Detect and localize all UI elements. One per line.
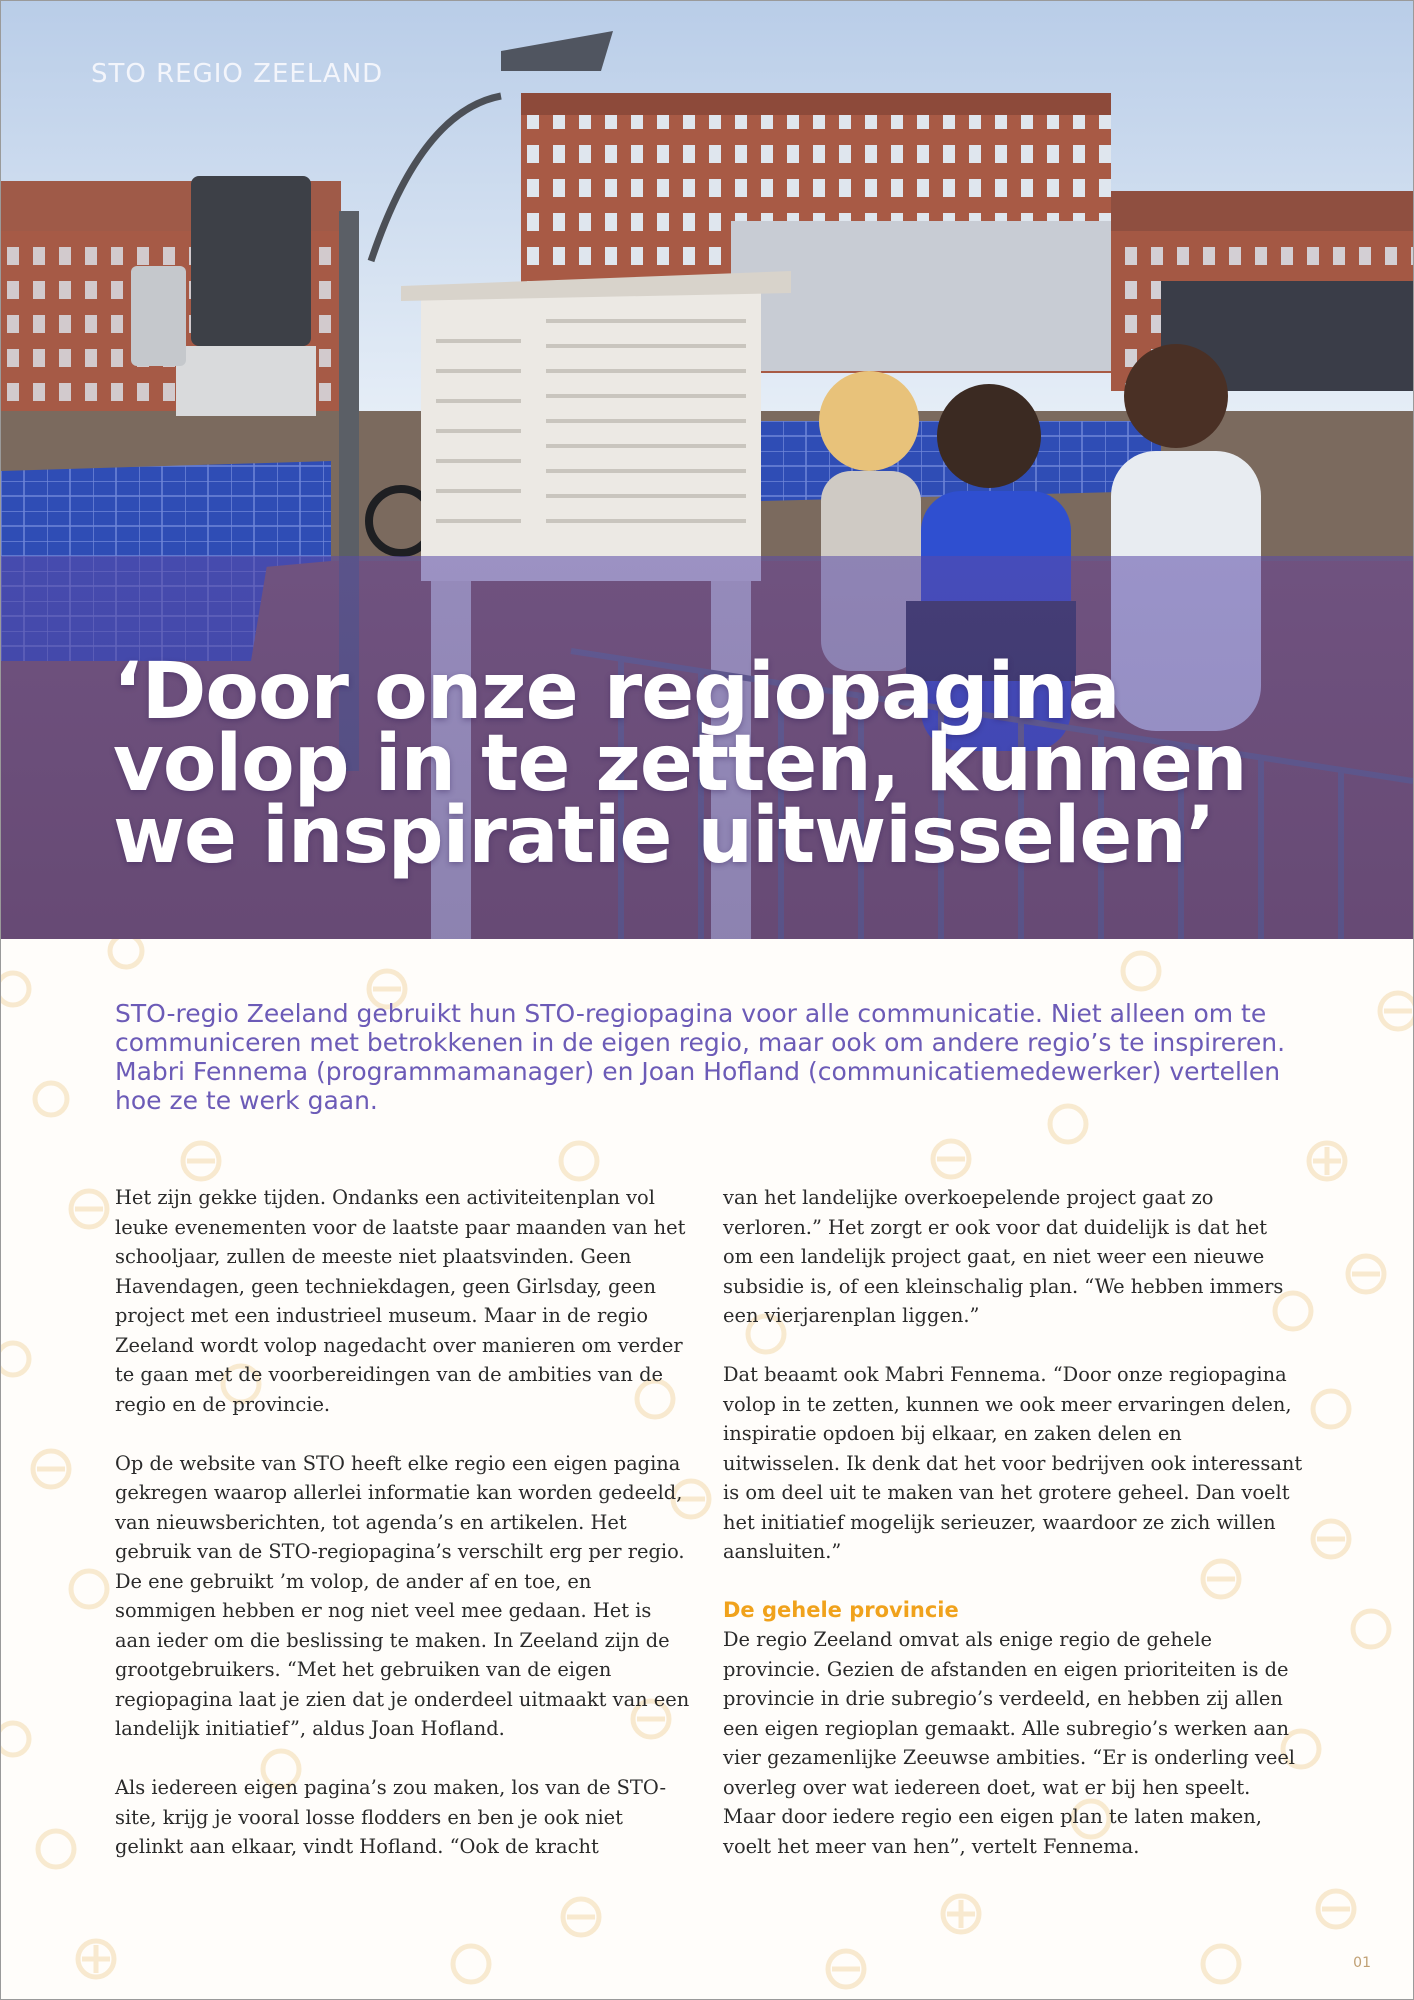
region-label: STO REGIO ZEELAND [91, 59, 384, 89]
headline-line: we inspiratie uitwisselen’ [113, 791, 1215, 881]
intro-lead: STO-regio Zeeland gebruikt hun STO-regiopagina voor alle communicatie. Niet alleen om te communiceren met betrokkenen in de eigen regio, maar ook om andere regio’s te inspireren. Mabri Fennema (programmamanager) en Joan Hofland (communicatiemedewerker) vertellen hoe ze te werk gaan. [115, 999, 1286, 1115]
hero-photo [1, 1, 1413, 939]
body-paragraph: Op de website van STO heeft elke regio een eigen pagina gekregen waarop allerlei informatie kan worden gedeeld, van nieuwsberichten, tot agenda’s en artikelen. Het gebruik van de STO-regiopagina’s verschilt erg per regio. De ene gebruikt ’m volop, de ander af en toe, en sommigen hebben er nog niet veel mee gedaan. Het is aan ieder om die beslissing te maken. In Zeeland zijn de grootgebruikers. “Met het gebruiken van de eigen regiopagina laat je zien dat je onderdeel uitmaakt van een landelijk initiatief”, aldus Joan Hofland. [115, 1451, 690, 1740]
body-paragraph: Dat beaamt ook Mabri Fennema. “Door onze regiopagina volop in te zetten, kunnen we ook meer ervaringen delen, inspiratie opdoen bij elkaar, en zaken delen en uitwisselen. Ik denk dat het voor bedrijven ook interessant is om deel uit te maken van het grotere geheel. Dan voelt het initiatief mogelijk serieuzer, waardoor ze zich willen aansluiten.” [723, 1363, 1303, 1563]
body-column-right [723, 1183, 1303, 1891]
article-headline [113, 647, 1373, 881]
body-column-left [115, 1183, 690, 1891]
body-paragraph: van het landelijke overkoepelende project gaat zo verloren.” Het zorgt er ook voor dat duidelijk is dat het om een landelijk project gaat, en niet weer een nieuwe subsidie is, of een kleinschalig plan. “We hebben immers een vierjarenplan liggen.” [723, 1186, 1284, 1327]
headline-line: volop in te zetten, kunnen [113, 719, 1247, 809]
body-paragraph: De regio Zeeland omvat als enige regio de gehele provincie. Gezien de afstanden en eigen prioriteiten is de provincie in drie subregio’s verdeeld, en hebben zij allen een eigen regioplan gemaakt. Alle subregio’s werken aan vier gezamenlijke Zeeuwse ambities. “Er is onderling veel overleg over wat iedereen doet, wat er bij hen speelt. Maar door iedere regio een eigen plan te laten maken, voelt het meer van hen”, vertelt Fennema. [723, 1628, 1296, 1858]
body-paragraph: Als iedereen eigen pagina’s zou maken, los van de STO-site, krijg je vooral losse flodders en ben je ook niet gelinkt aan elkaar, vindt Hofland. “Ook de kracht [115, 1776, 667, 1858]
section-subheading: De gehele provincie [723, 1598, 959, 1622]
headline-line: ‘Door onze regiopagina [113, 647, 1120, 737]
body-paragraph: Het zijn gekke tijden. Ondanks een activiteitenplan vol leuke evenementen voor de laatste paar maanden van het schooljaar, zullen de meeste niet plaatsvinden. Geen Havendagen, geen techniekdagen, geen Girlsday, geen project met een industrieel museum. Maar in de regio Zeeland wordt volop nagedacht over manieren om verder te gaan met de voorbereidingen van de ambities van de regio en de provincie. [115, 1186, 686, 1416]
page-number: 01 [1353, 1955, 1371, 1971]
